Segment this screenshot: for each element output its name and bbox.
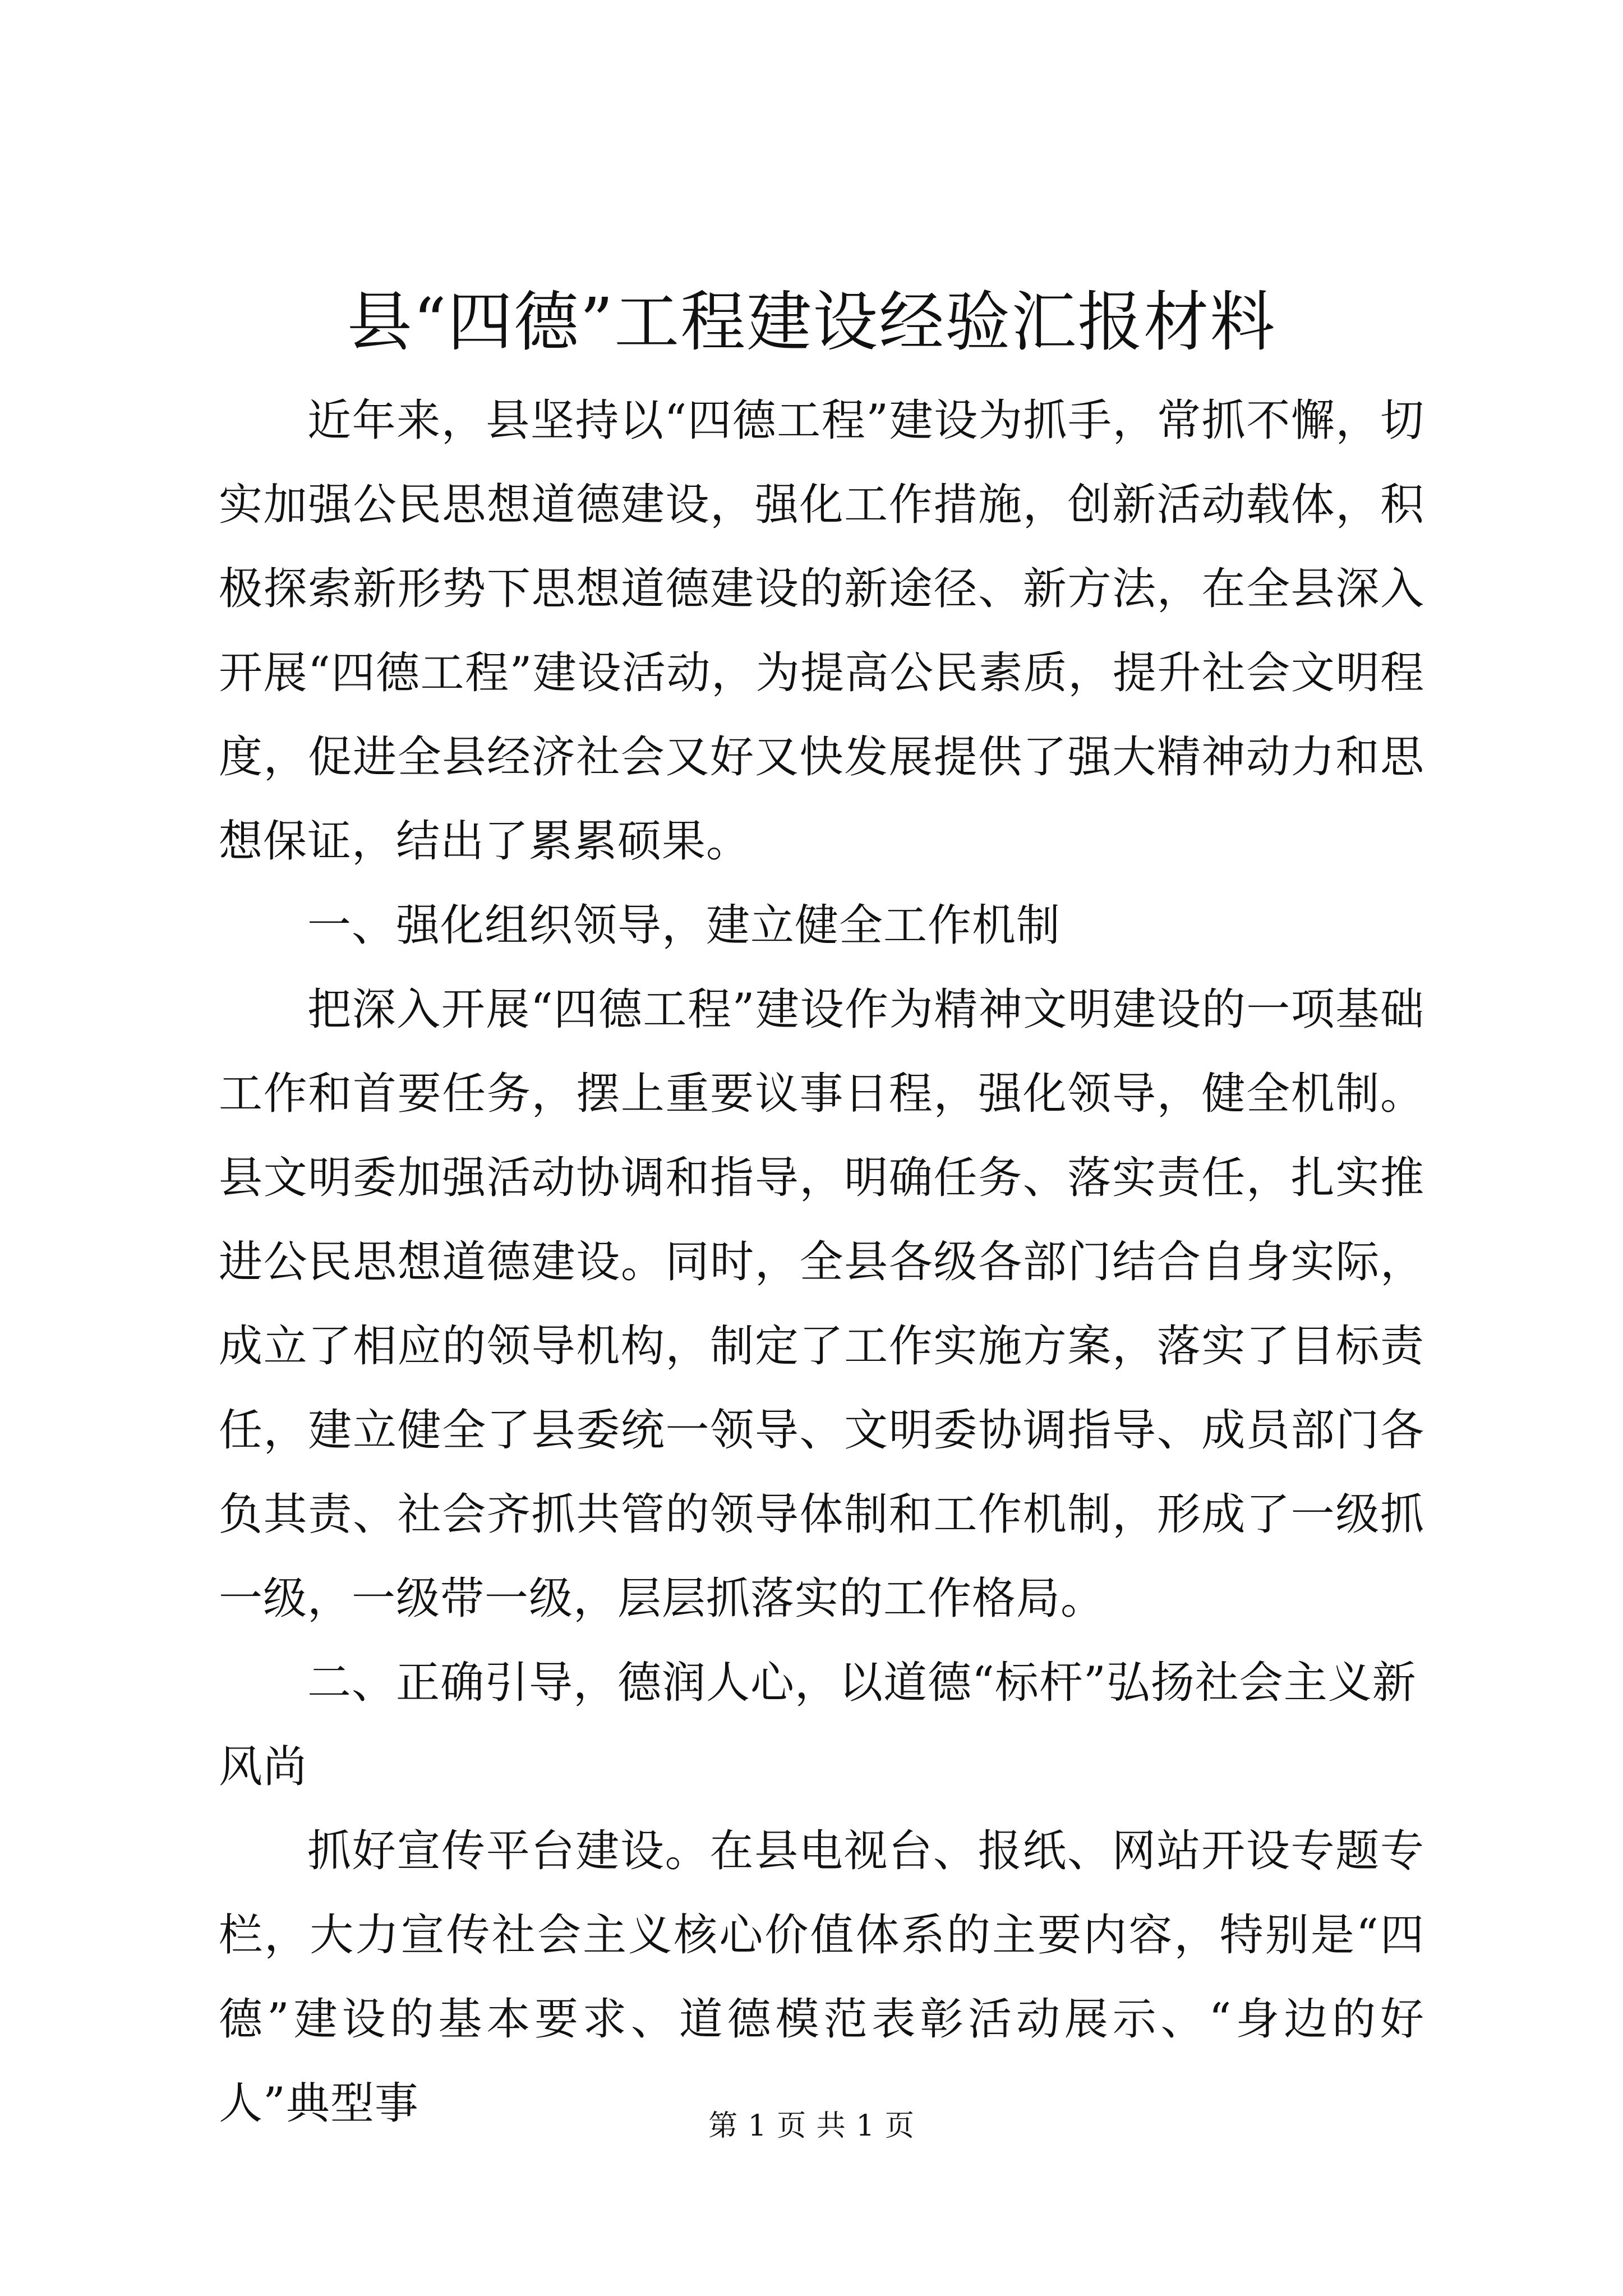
page-footer: 第 1 页 共 1 页 [708,2109,915,2143]
intro-paragraph: 近年来，县坚持以“四德工程”建设为抓手，常抓不懈，切实加强公民思想道德建设，强化工作措施，创新活动载体，积极探索新形势下思想道德建设的新途径、新方法，在全县深入开展“四德工程”建设活动，为提高公民素质，提升社会文明程度，促进全县经济社会又好又快发展提供了强大精神动力和思想保证，结出了累累硕果。 [219,395,1424,867]
document-body [219,379,1424,2146]
section-1-paragraph: 把深入开展“四德工程”建设作为精神文明建设的一项基础工作和首要任务，摆上重要议事日程，强化领导，健全机制。县文明委加强活动协调和指导，明确任务、落实责任，扎实推进公民思想道德建设。同时，全县各级各部门结合自身实际，成立了相应的领导机构，制定了工作实施方案，落实了目标责任，建立健全了县委统一领导、文明委协调指导、成员部门各负其责、社会齐抓共管的领导体制和工作机制，形成了一级抓一级，一级带一级，层层抓落实的工作格局。 [219,984,1424,1624]
section-heading-2: 二、正确引导，德润人心，以道德“标杆”弘扬社会主义新风尚 [219,1658,1417,1792]
section-heading-1: 一、强化组织领导，建立健全工作机制 [307,900,1061,951]
section-2-paragraph: 抓好宣传平台建设。在县电视台、报纸、网站开设专题专栏，大力宣传社会主义核心价值体系的主要内容，特别是“四德”建设的基本要求、道德模范表彰活动展示、“身边的好人”典型事 [219,1826,1424,2129]
document-title: 县“四德”工程建设经验汇报材料 [347,284,1276,360]
